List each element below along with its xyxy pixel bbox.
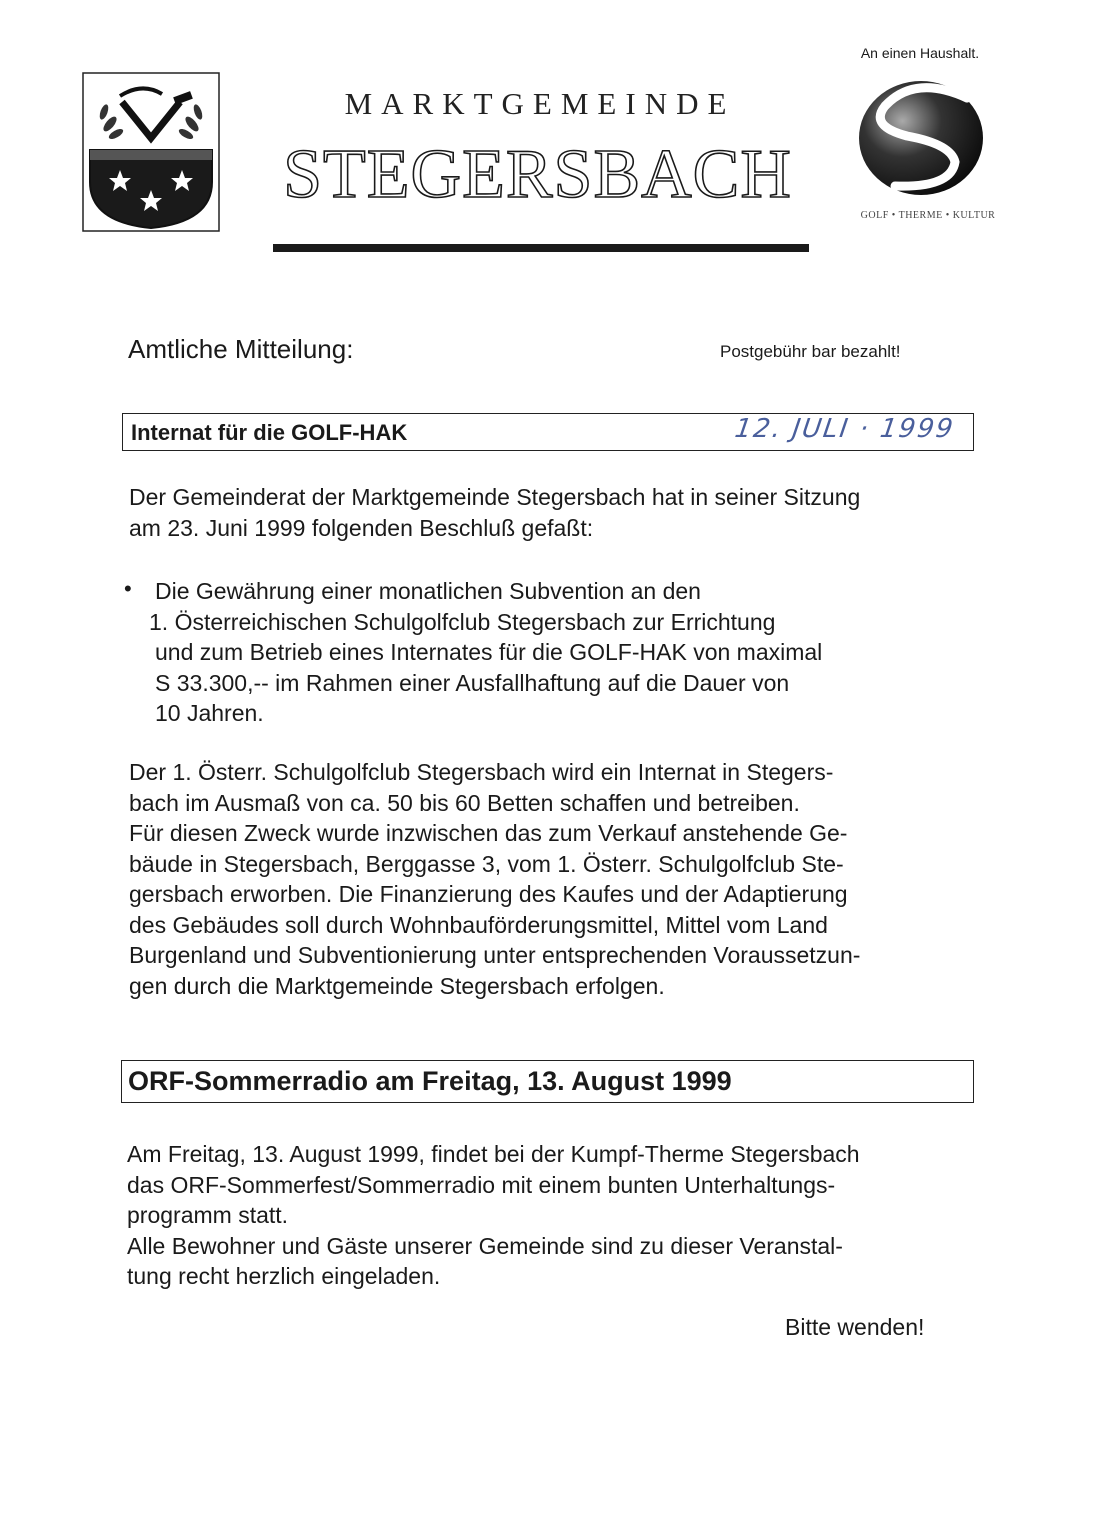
s-swirl-logo-icon — [855, 78, 987, 198]
section-heading: ORF-Sommerradio am Freitag, 13. August 1999 — [128, 1066, 732, 1096]
text-line: Der 1. Österr. Schulgolfclub Stegersbach wird ein Internat in Stegers- — [129, 759, 834, 785]
text-line: des Gebäudes soll durch Wohnbauförderungsmittel, Mittel vom Land — [129, 911, 828, 938]
section-heading: Internat für die GOLF-HAK — [131, 420, 408, 445]
coat-of-arms-icon — [82, 72, 220, 232]
text-line: gen durch die Marktgemeinde Stegersbach erfolgen. — [129, 972, 665, 999]
text-line: Burgenland und Subventionierung unter entsprechenden Voraussetzun- — [129, 942, 861, 968]
turn-over-note: Bitte wenden! — [785, 1314, 925, 1340]
text-line: programm statt. — [127, 1202, 289, 1228]
section-body — [127, 1139, 972, 1292]
text-line: und zum Betrieb eines Internates für die GOLF-HAK von maximal — [155, 639, 823, 665]
text-line: tung recht herzlich eingeladen. — [127, 1263, 441, 1289]
bullet-item — [149, 576, 935, 729]
text-line: Die Gewährung einer monatlichen Subvention an den — [155, 578, 701, 604]
text-line: das ORF-Sommerfest/Sommerradio mit einem bunten Unterhaltungs- — [127, 1171, 836, 1198]
text-line: 10 Jahren. — [155, 700, 264, 726]
municipality-label: MARKTGEMEINDE — [344, 86, 736, 121]
handwritten-date: 12. JULI · 1999 — [732, 414, 957, 444]
text-line: Der Gemeinderat der Marktgemeinde Stegersbach hat in seiner Sitzung — [129, 484, 861, 510]
header-divider — [273, 244, 809, 252]
text-line: Für diesen Zweck wurde inzwischen das zum Verkauf anstehende Ge- — [129, 820, 848, 846]
text-line: bach im Ausmaß von ca. 50 bis 60 Betten schaffen und betreiben. — [129, 789, 800, 816]
section-intro — [129, 482, 969, 543]
text-line: Am Freitag, 13. August 1999, findet bei der Kumpf-Therme Stegersbach — [127, 1141, 860, 1167]
section-body — [129, 757, 969, 1001]
logo-tagline: GOLF • THERME • KULTUR — [860, 210, 996, 221]
text-line: Alle Bewohner und Gäste unserer Gemeinde sind zu dieser Veranstal- — [127, 1232, 843, 1259]
notice-label: Amtliche Mitteilung: — [128, 334, 354, 364]
text-line: 1. Österreichischen Schulgolfclub Stegersbach zur Errichtung — [149, 608, 776, 635]
text-line: am 23. Juni 1999 folgenden Beschluß gefaßt: — [129, 514, 594, 541]
text-line: gersbach erworben. Die Finanzierung des Kaufes und der Adaptierung — [129, 881, 848, 907]
recipient-note: An einen Haushalt. — [860, 45, 980, 61]
text-line: S 33.300,-- im Rahmen einer Ausfallhaftung auf die Dauer von — [155, 669, 790, 696]
bullet-icon: • — [124, 576, 132, 601]
municipality-name: STEGERSBACH — [283, 136, 792, 213]
text-line: bäude in Stegersbach, Berggasse 3, vom 1. Österr. Schulgolfclub Ste- — [129, 850, 844, 877]
postage-note: Postgebühr bar bezahlt! — [720, 342, 901, 361]
